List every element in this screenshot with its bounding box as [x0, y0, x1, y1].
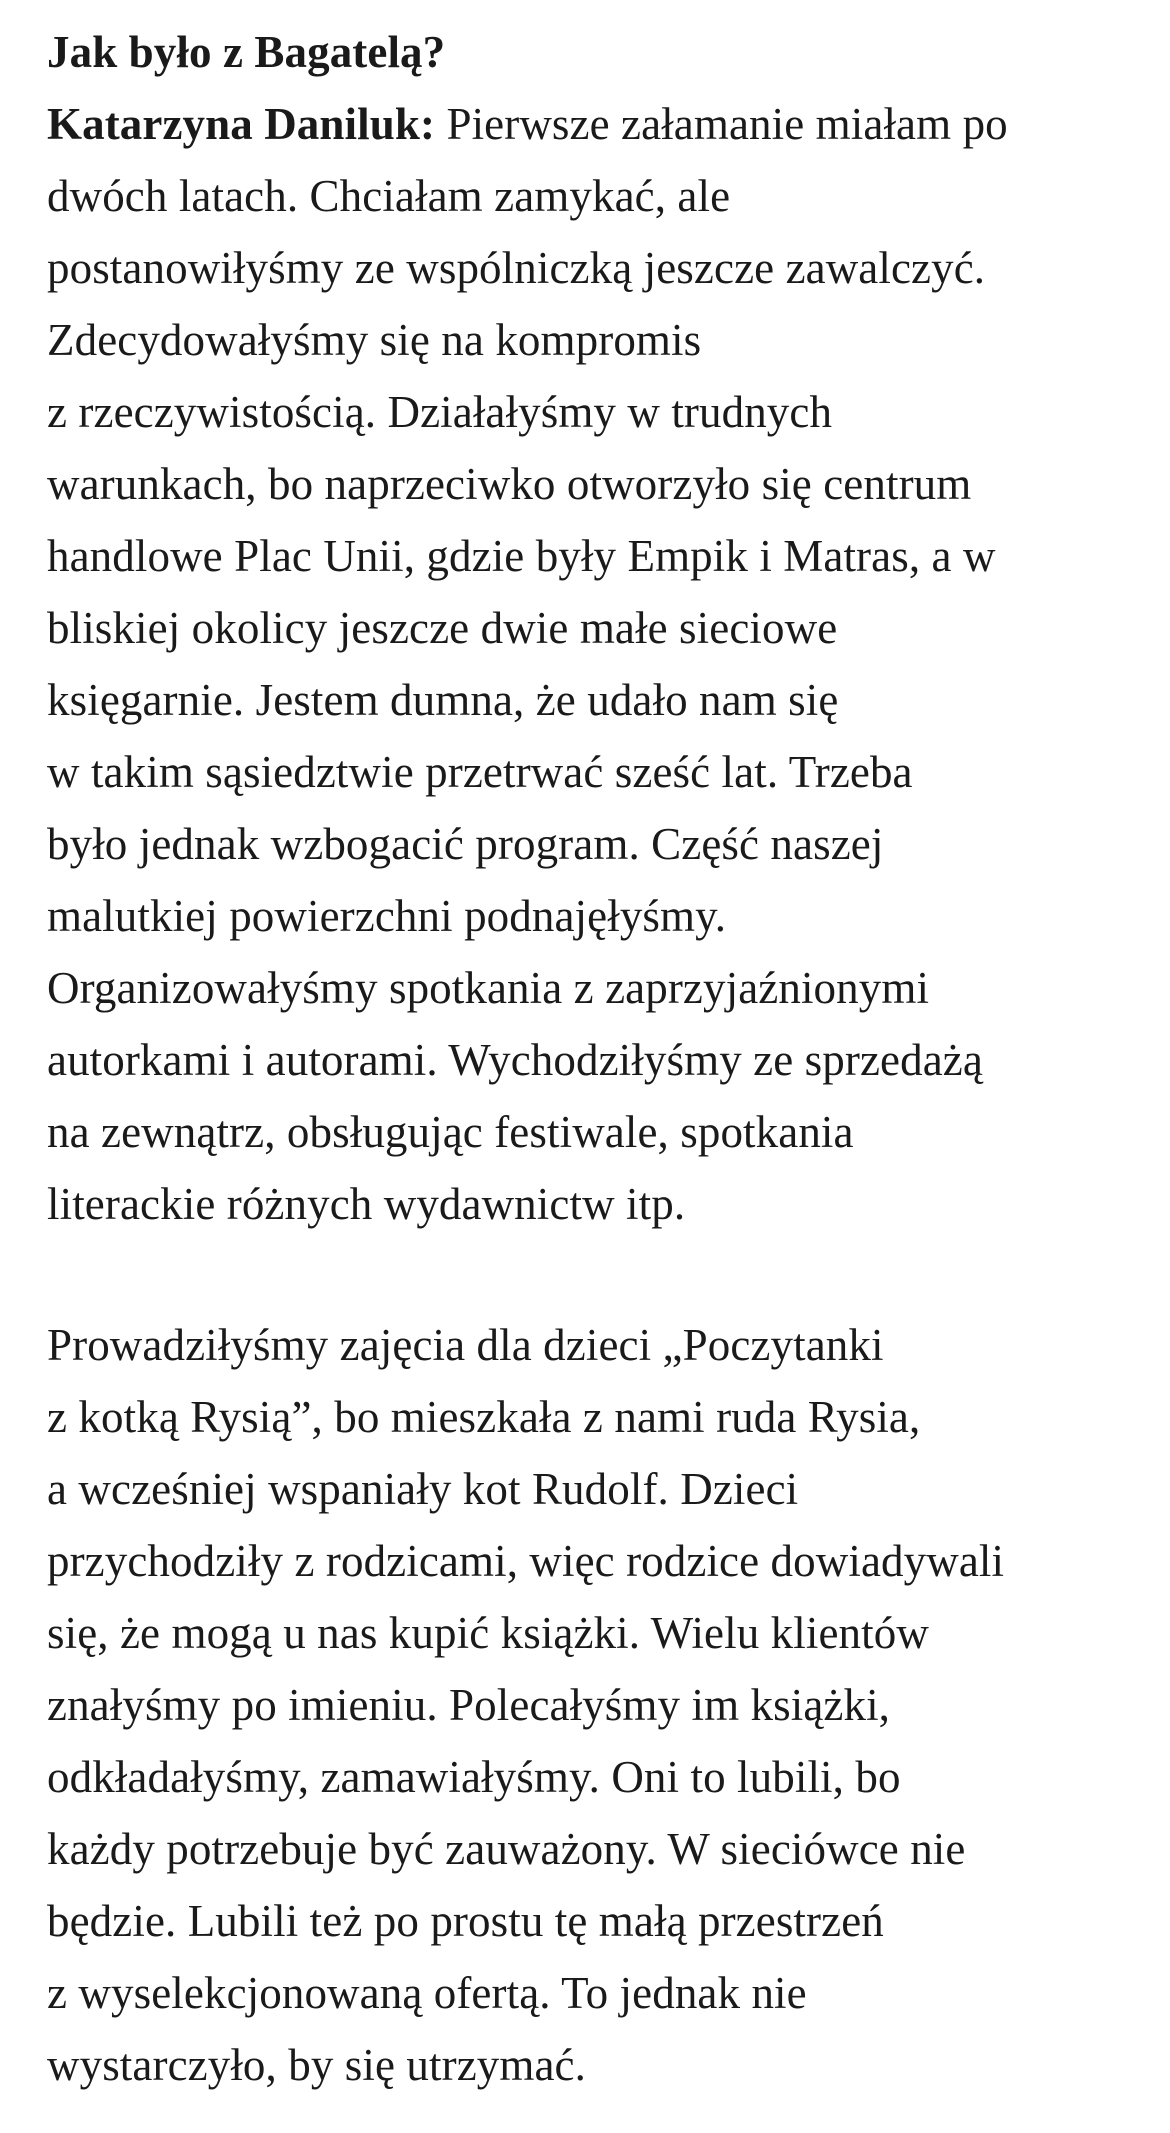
speaker-line-text: Pierwsze załamanie miałam po: [435, 99, 1008, 149]
text-line: przychodziły z rodzicami, więc rodzice dowiadywali: [47, 1536, 1005, 1586]
text-line: znałyśmy po imieniu. Polecałyśmy im książki,: [47, 1680, 891, 1730]
text-line: autorkami i autorami. Wychodziłyśmy ze sprzedażą: [47, 1035, 983, 1085]
text-line: z kotką Rysią”, bo mieszkała z nami ruda Rysia,: [47, 1392, 921, 1442]
paragraph-interview-answer-1: [47, 16, 1130, 1240]
paragraph-interview-answer-2: [47, 1309, 1130, 2101]
text-line: się, że mogą u nas kupić książki. Wielu klientów: [47, 1608, 929, 1658]
text-line: bliskiej okolicy jeszcze dwie małe sieciowe: [47, 603, 838, 653]
text-line: Organizowałyśmy spotkania z zaprzyjaźnionymi: [47, 963, 930, 1013]
text-line: będzie. Lubili też po prostu tę małą przestrzeń: [47, 1896, 884, 1946]
text-line: Prowadziłyśmy zajęcia dla dzieci „Poczytanki: [47, 1320, 884, 1370]
text-line: w takim sąsiedztwie przetrwać sześć lat. Trzeba: [47, 747, 913, 797]
text-line: księgarnie. Jestem dumna, że udało nam się: [47, 675, 839, 725]
question-heading: Jak było z Bagatelą?: [47, 27, 446, 77]
text-line: dwóch latach. Chciałam zamykać, ale: [47, 171, 731, 221]
text-line: odkładałyśmy, zamawiałyśmy. Oni to lubili, bo: [47, 1752, 901, 1802]
text-line: Zdecydowałyśmy się na kompromis: [47, 315, 702, 365]
text-line: na zewnątrz, obsługując festiwale, spotkania: [47, 1107, 854, 1157]
text-line: postanowiłyśmy ze wspólniczką jeszcze zawalczyć.: [47, 243, 986, 293]
speaker-line: [47, 88, 1130, 160]
text-line: było jednak wzbogacić program. Część naszej: [47, 819, 884, 869]
text-line: warunkach, bo naprzeciwko otworzyło się centrum: [47, 459, 972, 509]
text-line: z rzeczywistością. Działałyśmy w trudnych: [47, 387, 833, 437]
text-line: wystarczyło, by się utrzymać.: [47, 2040, 586, 2090]
text-line: każdy potrzebuje być zauważony. W sieciówce nie: [47, 1824, 966, 1874]
text-line: z wyselekcjonowaną ofertą. To jednak nie: [47, 1968, 807, 2018]
text-line: a wcześniej wspaniały kot Rudolf. Dzieci: [47, 1464, 799, 1514]
text-line: malutkiej powierzchni podnajęłyśmy.: [47, 891, 727, 941]
text-line: handlowe Plac Unii, gdzie były Empik i Matras, a w: [47, 531, 996, 581]
text-line: literackie różnych wydawnictw itp.: [47, 1179, 686, 1229]
speaker-name: Katarzyna Daniluk:: [47, 99, 436, 149]
